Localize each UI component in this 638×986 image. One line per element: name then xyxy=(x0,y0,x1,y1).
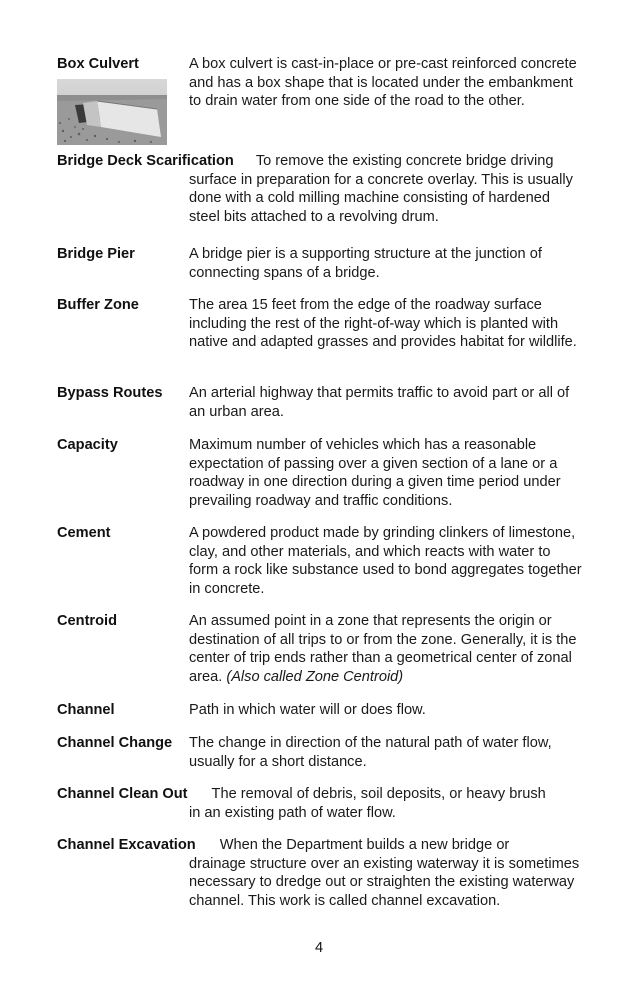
definition-channel-excavation-first-line: When the Department builds a new bridge or xyxy=(219,837,510,853)
glossary-entry-channel-excavation xyxy=(57,836,582,910)
definition-buffer-zone: The area 15 feet from the edge of the roadway surface including the rest of the right-of-way which is planted with native and adapted grasses and provides habitat for wildlife. xyxy=(189,297,577,351)
definition-channel-excavation xyxy=(57,836,582,910)
term-channel: Channel xyxy=(57,702,115,718)
term-channel-excavation: Channel Excavation xyxy=(57,837,196,853)
definition-centroid-text: An assumed point in a zone that represents the origin or destination of all trips to or from the zone. Generally, it is the center of trip ends rather than a geometrical center of zonal area. xyxy=(189,613,577,685)
definition-centroid xyxy=(189,612,582,686)
term-capacity: Capacity xyxy=(57,437,118,453)
term-channel-clean-out: Channel Clean Out xyxy=(57,786,188,802)
term-buffer-zone: Buffer Zone xyxy=(57,297,139,313)
definition-channel-clean-out xyxy=(57,785,582,822)
glossary-entry-channel xyxy=(57,701,582,720)
definition-centroid-note: (Also called Zone Centroid) xyxy=(226,668,404,685)
definition-channel-clean-out-rest: in an existing path of water flow. xyxy=(189,804,396,821)
glossary-entry-bridge-pier xyxy=(57,245,582,282)
definition-cement: A powdered product made by grinding clinkers of limestone, clay, and other materials, and which reacts with water to form a rock like substance used to bond aggregates together in concrete. xyxy=(189,525,582,597)
definition-bypass-routes: An arterial highway that permits traffic to avoid part or all of an urban area. xyxy=(189,385,570,420)
definition-bridge-pier: A bridge pier is a supporting structure at the junction of connecting spans of a bridge. xyxy=(189,246,542,281)
glossary-entry-centroid xyxy=(57,612,582,686)
definition-channel-excavation-rest: drainage structure over an existing waterway it is sometimes necessary to dredge out or straighten the existing waterway channel. This work is called channel excavation. xyxy=(189,855,580,909)
term-bridge-pier: Bridge Pier xyxy=(57,246,135,262)
glossary-entry-capacity xyxy=(57,436,582,510)
glossary-entry-bridge-deck-scarification xyxy=(57,152,582,226)
glossary-entry-buffer-zone xyxy=(57,296,582,352)
page-number: 4 xyxy=(314,940,324,956)
term-cement: Cement xyxy=(57,525,111,541)
box-culvert-photo xyxy=(57,79,167,145)
definition-box-culvert: A box culvert is cast-in-place or pre-cast reinforced concrete and has a box shape that is located under the embankment to drain water from one side of the road to the other. xyxy=(189,56,577,110)
term-box-culvert: Box Culvert xyxy=(57,56,139,72)
definition-channel: Path in which water will or does flow. xyxy=(189,702,426,718)
definition-capacity: Maximum number of vehicles which has a reasonable expectation of passing over a given section of a lane or a roadway in one direction during a given time period under prevailing roadway and traffic conditions. xyxy=(189,437,561,509)
term-bypass-routes: Bypass Routes xyxy=(57,385,163,401)
glossary-entry-channel-change xyxy=(57,734,582,771)
term-channel-change: Channel Change xyxy=(57,735,173,751)
term-bridge-deck-scarification: Bridge Deck Scarification xyxy=(57,153,234,169)
glossary-entry-channel-clean-out xyxy=(57,785,582,822)
term-centroid: Centroid xyxy=(57,613,117,629)
definition-bridge-deck-scarification-first-line: To remove the existing concrete bridge driving xyxy=(255,153,554,169)
definition-channel-clean-out-first-line: The removal of debris, soil deposits, or heavy brush xyxy=(211,786,546,802)
definition-bridge-deck-scarification xyxy=(57,152,582,226)
definition-bridge-deck-scarification-rest: surface in preparation for a concrete overlay. This is usually done with a cold milling machine consisting of hardened steel bits attached to a revolving drum. xyxy=(189,171,573,225)
glossary-entry-cement xyxy=(57,524,582,598)
box-culvert-image xyxy=(57,79,167,145)
glossary-entry-bypass-routes xyxy=(57,384,582,421)
definition-channel-change: The change in direction of the natural path of water flow, usually for a short distance. xyxy=(189,735,552,770)
